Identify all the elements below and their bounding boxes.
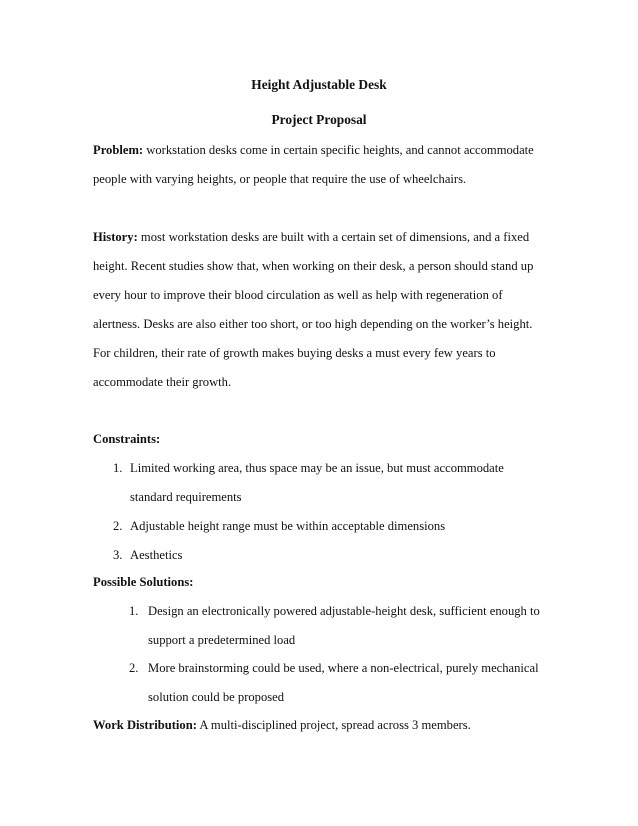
constraint-item-number: 1.: [113, 461, 123, 475]
history-text-line: alertness. Desks are also either too short, or too high depending on the worker’s height.: [93, 317, 533, 331]
constraint-item-number: 2.: [113, 519, 123, 533]
constraint-item-text: Aesthetics: [130, 548, 183, 562]
history-text-line: height. Recent studies show that, when working on their desk, a person should stand up: [93, 259, 534, 273]
constraint-item-text: standard requirements: [130, 490, 242, 504]
history-heading: History:: [93, 230, 138, 244]
solution-item-text: More brainstorming could be used, where a non-electrical, purely mechanical: [148, 661, 539, 675]
solution-item-text: solution could be proposed: [148, 690, 285, 704]
solution-item-text: support a predetermined load: [148, 633, 296, 647]
constraints-heading: Constraints:: [93, 432, 161, 446]
problem-text-line: workstation desks come in certain specific heights, and cannot accommodate: [143, 143, 534, 157]
problem-paragraph-line-1: [93, 142, 534, 158]
document-title: Height Adjustable Desk: [251, 77, 387, 92]
constraint-item-text: Limited working area, thus space may be an issue, but must accommodate: [130, 461, 504, 475]
history-paragraph-line-1: [93, 229, 529, 245]
solution-item-number: 2.: [129, 661, 139, 675]
document-subtitle: Project Proposal: [271, 112, 367, 127]
problem-text-line: people with varying heights, or people that require the use of wheelchairs.: [93, 172, 467, 186]
history-text-line: For children, their rate of growth makes buying desks a must every few years to: [93, 346, 496, 360]
work-distribution-heading: Work Distribution:: [93, 718, 197, 732]
solution-item-text: Design an electronically powered adjustable-height desk, sufficient enough to: [148, 604, 540, 618]
constraint-item-text: Adjustable height range must be within acceptable dimensions: [130, 519, 446, 533]
solutions-heading: Possible Solutions:: [93, 575, 194, 589]
constraint-item-number: 3.: [113, 548, 123, 562]
solution-item-number: 1.: [129, 604, 139, 618]
work-distribution-line: [93, 717, 471, 733]
history-text-line: accommodate their growth.: [93, 375, 232, 389]
work-distribution-text: A multi-disciplined project, spread across 3 members.: [196, 718, 471, 732]
history-text-line: most workstation desks are built with a certain set of dimensions, and a fixed: [137, 230, 530, 244]
problem-heading: Problem:: [93, 143, 144, 157]
history-text-line: every hour to improve their blood circulation as well as help with regeneration of: [93, 288, 503, 302]
